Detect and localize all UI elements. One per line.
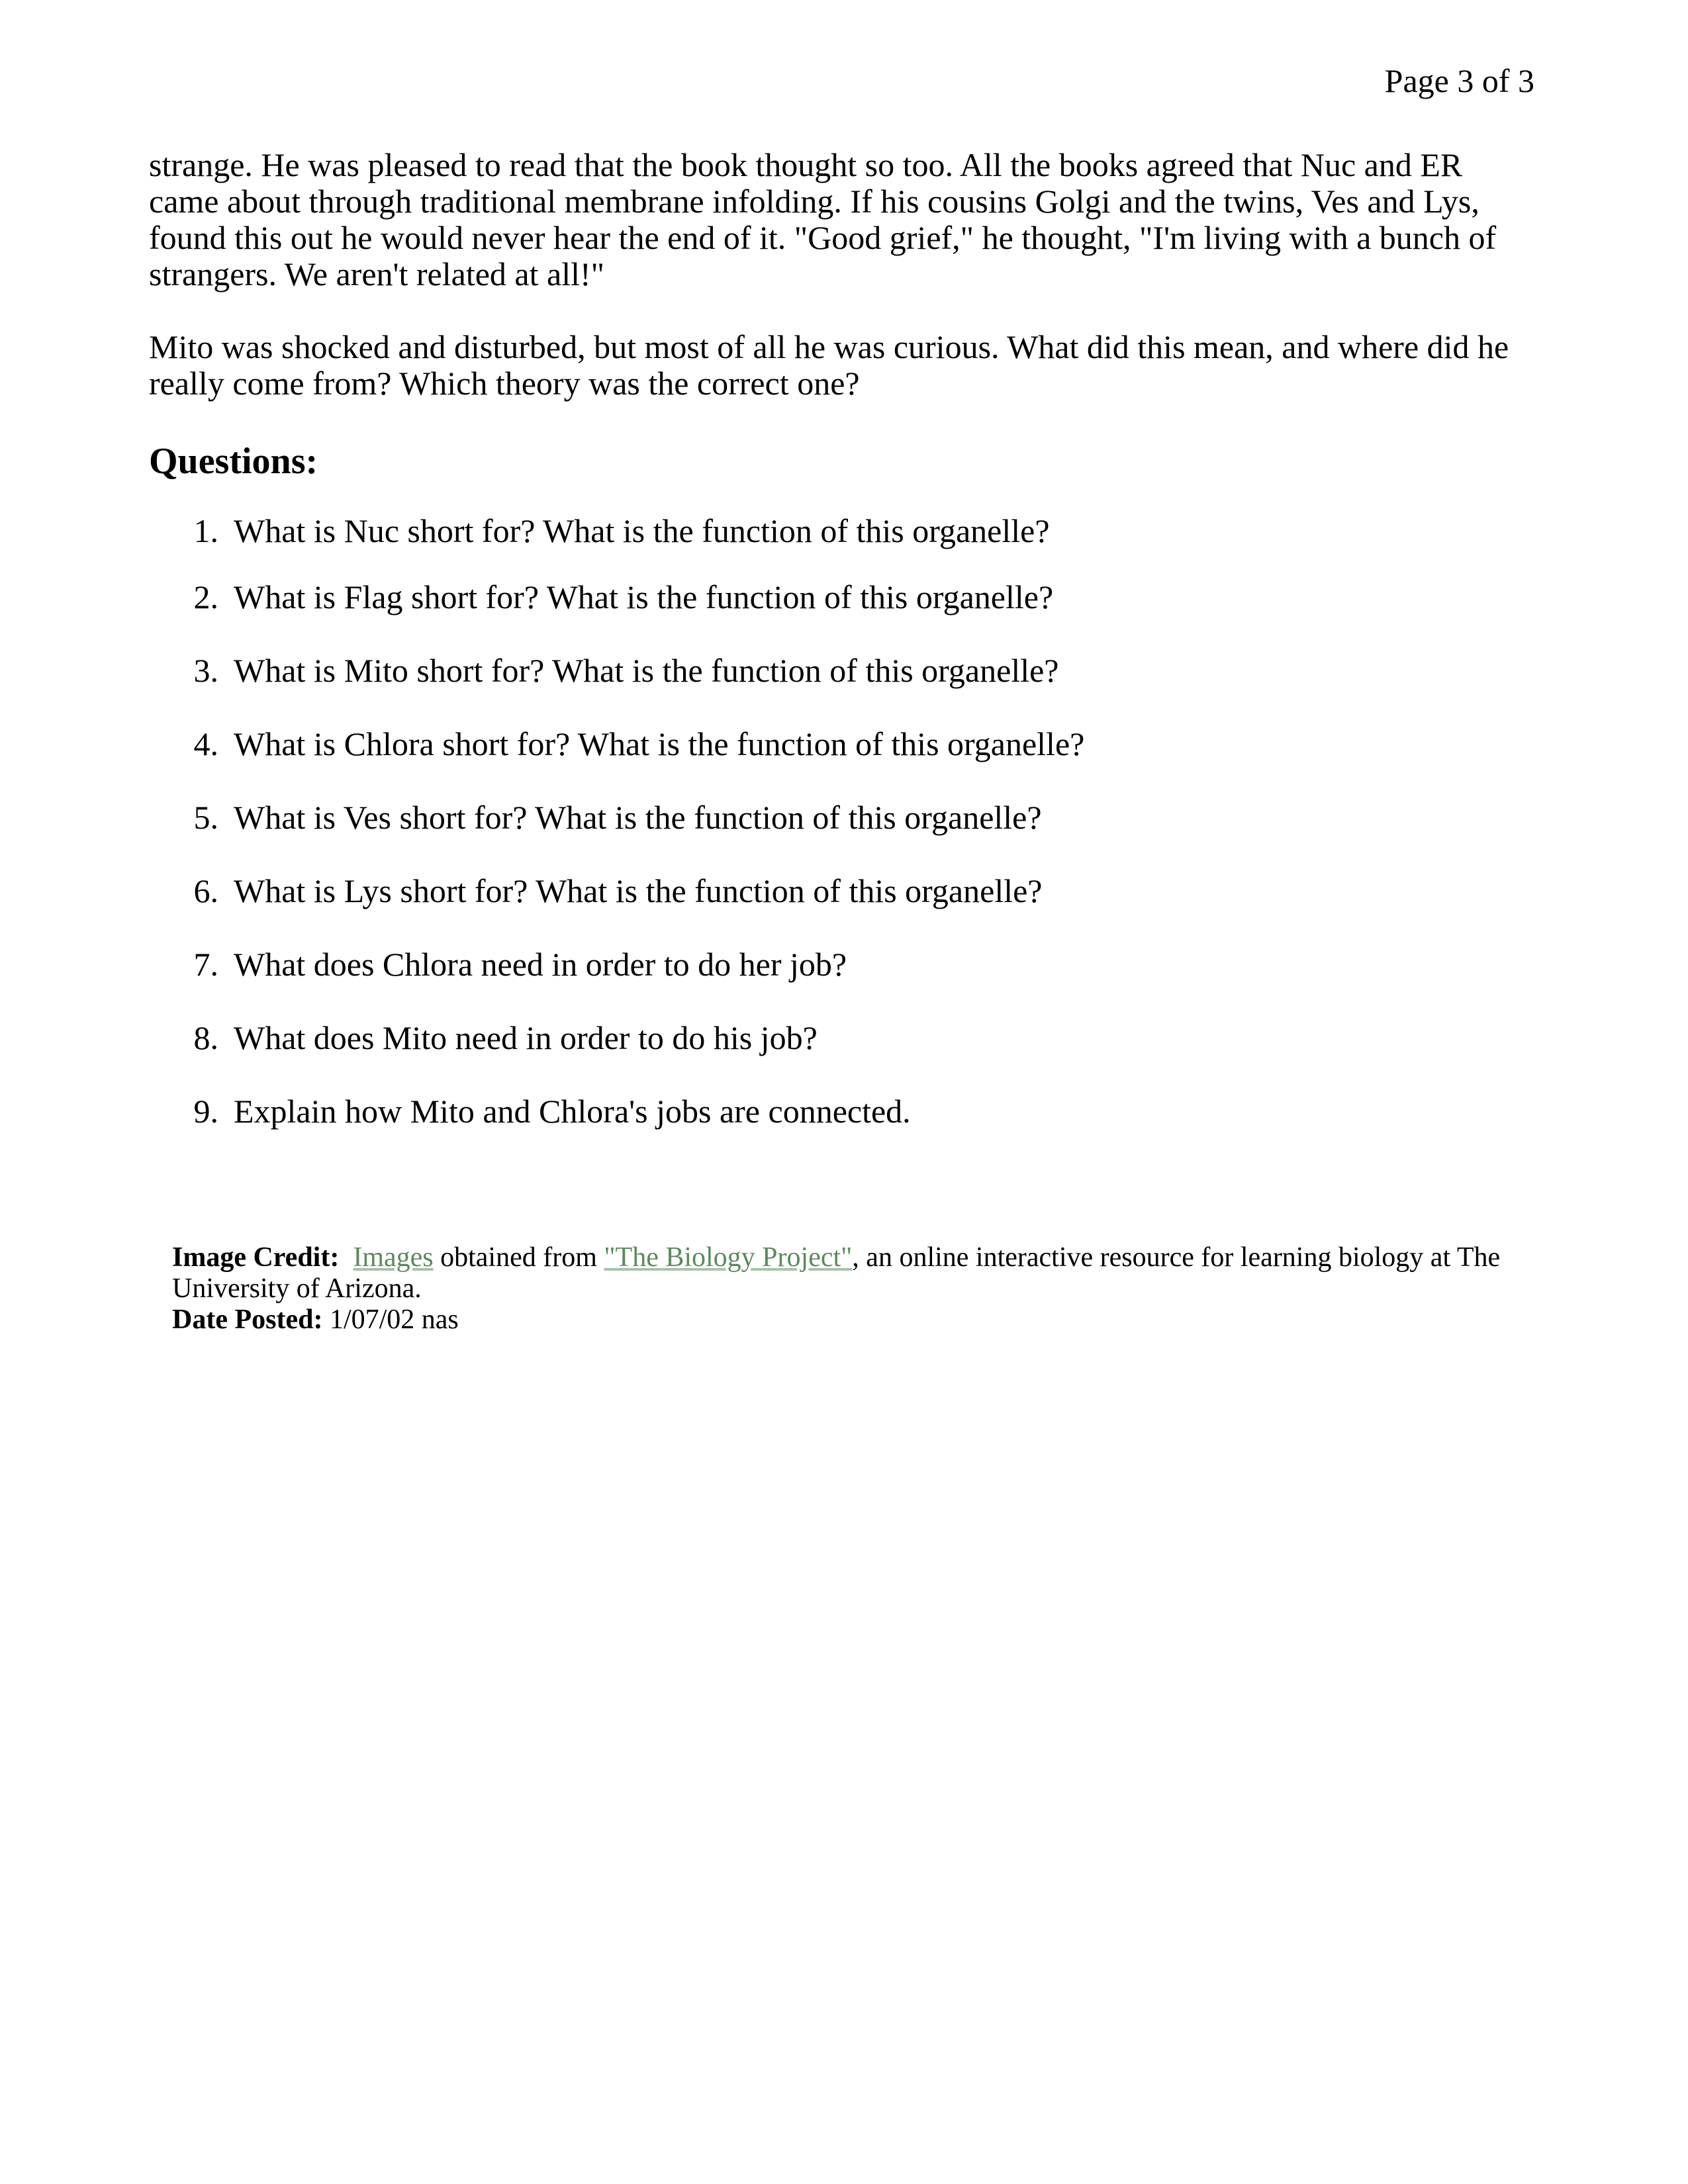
obtained-from-text: obtained from: [433, 1242, 604, 1273]
question-item: [149, 1018, 1539, 1058]
question-item: [149, 944, 1539, 984]
question-number: 3.: [193, 652, 218, 689]
story-paragraph-1: strange. He was pleased to read that the book thought so too. All the books agreed that Nuc and ER came about through traditional membrane infolding. If his cousins Golgi and the twins, Ves and Lys, found this out he would never hear the end of it. "Good grief," he thought, "I'm living with a bunch of strangers. We aren't related at all!": [149, 146, 1497, 293]
question-list: [149, 511, 1539, 1131]
question-number: 6.: [193, 872, 218, 909]
questions-heading: Questions:: [149, 441, 318, 482]
document-body: [149, 147, 1539, 1131]
page-number: Page 3 of 3: [1384, 62, 1534, 99]
question-text: What is Nuc short for? What is the function of this organelle?: [234, 512, 1050, 549]
date-posted-value: 1/07/02 nas: [329, 1304, 459, 1335]
date-posted-line: [172, 1304, 1523, 1336]
images-link[interactable]: Images: [353, 1242, 434, 1273]
question-text: What is Chlora short for? What is the function of this organelle?: [234, 725, 1085, 762]
biology-project-link[interactable]: "The Biology Project": [604, 1242, 853, 1273]
question-item: [149, 651, 1539, 690]
credit-description: , an online interactive resource for learning biology at The University of Arizona.: [172, 1242, 1501, 1304]
question-text: What is Flag short for? What is the function of this organelle?: [234, 578, 1054, 615]
question-text: What is Ves short for? What is the function of this organelle?: [234, 799, 1042, 836]
question-text: Explain how Mito and Chlora's jobs are connected.: [234, 1093, 911, 1130]
question-number: 7.: [193, 946, 218, 983]
question-item: [149, 797, 1539, 837]
question-text: What is Lys short for? What is the function of this organelle?: [234, 872, 1043, 909]
date-posted-label: Date Posted:: [172, 1304, 323, 1335]
question-number: 9.: [193, 1093, 218, 1130]
image-credit-line: [172, 1242, 1523, 1304]
question-number: 8.: [193, 1019, 218, 1056]
question-number: 2.: [193, 578, 218, 615]
question-text: What does Mito need in order to do his job?: [234, 1019, 818, 1056]
image-credit-label: Image Credit:: [172, 1242, 340, 1273]
question-item: [149, 511, 1539, 551]
question-text: What is Mito short for? What is the function of this organelle?: [234, 652, 1059, 689]
question-text: What does Chlora need in order to do her job?: [234, 946, 847, 983]
question-number: 5.: [193, 799, 218, 836]
question-item: [149, 577, 1539, 617]
question-number: 4.: [193, 725, 218, 762]
question-item: [149, 1091, 1539, 1131]
story-paragraph-2: Mito was shocked and disturbed, but most of all he was curious. What did this mean, and where did he really come from? Which theory was the correct one?: [149, 328, 1509, 402]
question-number: 1.: [193, 512, 218, 549]
question-item: [149, 871, 1539, 911]
question-item: [149, 724, 1539, 764]
credits-block: [172, 1242, 1523, 1336]
